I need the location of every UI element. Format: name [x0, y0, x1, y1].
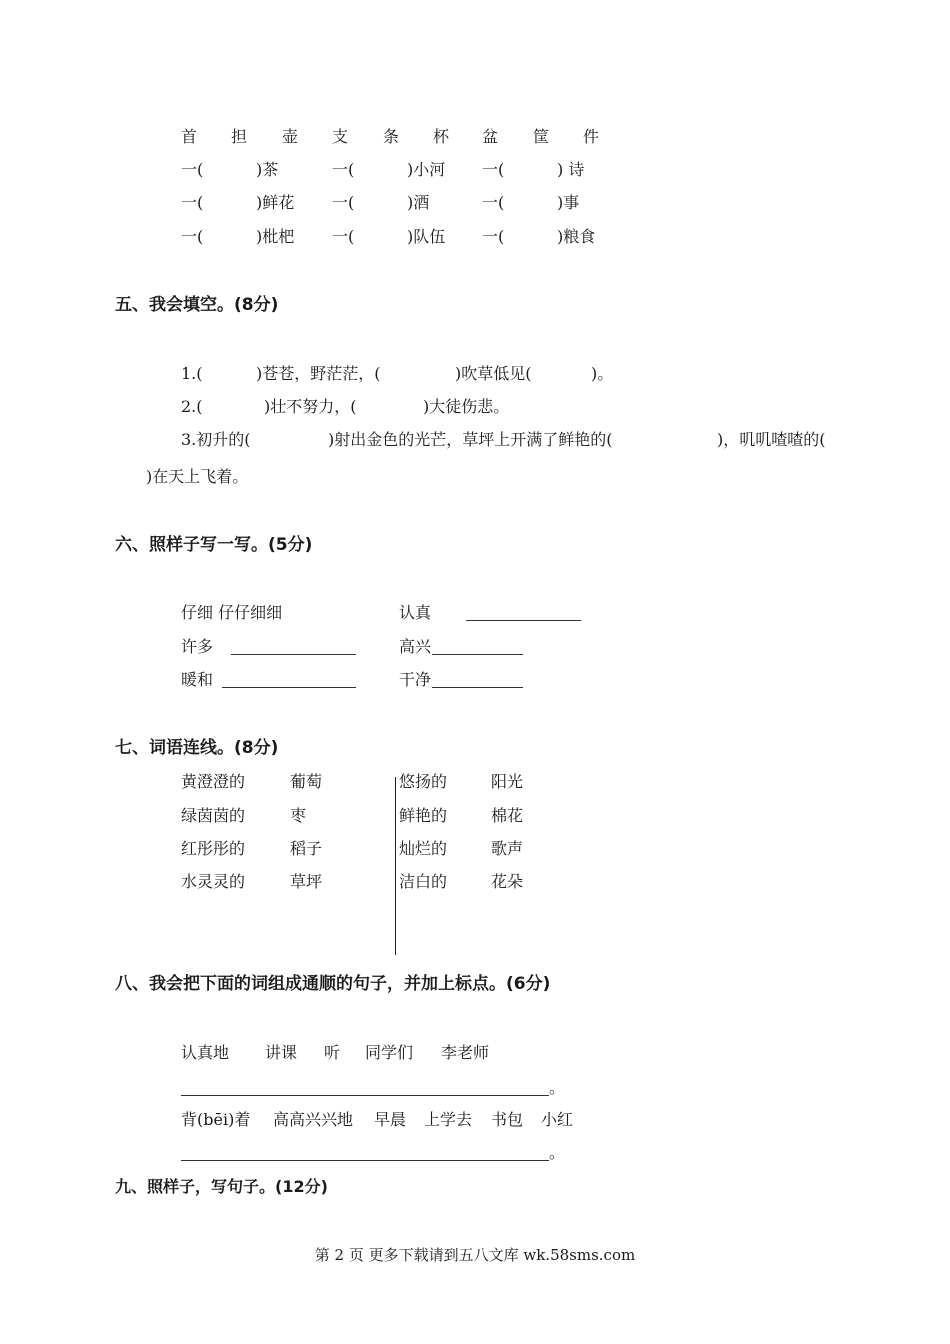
section-7-heading: 七、词语连线。(8分)	[115, 738, 279, 758]
match-word[interactable]: 洁白的	[399, 872, 448, 891]
match-word[interactable]: 灿烂的	[399, 839, 448, 858]
word-chip: 小红	[541, 1110, 574, 1129]
answer-line[interactable]	[466, 620, 581, 621]
sentence-answer-line[interactable]	[181, 1095, 549, 1096]
match-word[interactable]: 红彤彤的	[181, 839, 246, 858]
measure-word: 壶	[282, 127, 299, 146]
measure-word: 件	[583, 127, 600, 146]
blank-suffix[interactable]: )酒	[407, 193, 430, 212]
blank-prefix: 一(	[181, 160, 204, 179]
end-mark: 。	[549, 1143, 566, 1162]
end-mark: 。	[549, 1078, 566, 1097]
word-chip: 讲课	[265, 1043, 298, 1062]
measure-word: 支	[332, 127, 349, 146]
word-item: 干净	[399, 670, 432, 689]
answer-line[interactable]	[432, 654, 523, 655]
measure-word: 担	[231, 127, 248, 146]
match-word[interactable]: 水灵灵的	[181, 872, 246, 891]
section-8-heading: 八、我会把下面的词组成通顺的句子，并加上标点。(6分)	[115, 974, 551, 994]
word-chip: 听	[324, 1043, 341, 1062]
match-word[interactable]: 阳光	[491, 772, 524, 791]
blank-suffix[interactable]: ) 诗	[557, 160, 585, 179]
word-chip: 背(bēi)着	[181, 1110, 251, 1129]
match-word[interactable]: 悠扬的	[399, 772, 448, 791]
match-word[interactable]: 鲜艳的	[399, 806, 448, 825]
blank-suffix[interactable]: )事	[557, 193, 580, 212]
match-word[interactable]: 绿茵茵的	[181, 806, 246, 825]
word-chip: 同学们	[365, 1043, 414, 1062]
word-item: 高兴	[399, 637, 432, 656]
word-item: 认真	[399, 603, 432, 622]
word-chip: 书包	[491, 1110, 524, 1129]
blank-suffix[interactable]: )枇杷	[256, 227, 295, 246]
blank-prefix: 一(	[332, 160, 355, 179]
blank-prefix: 一(	[181, 193, 204, 212]
word-chip: 高高兴兴地	[273, 1110, 354, 1129]
word-item: 暖和	[181, 670, 214, 689]
blank-prefix: 一(	[482, 193, 505, 212]
blank-prefix: 一(	[181, 227, 204, 246]
section-5-heading: 五、我会填空。(8分)	[115, 295, 279, 315]
blank-suffix[interactable]: )茶	[256, 160, 279, 179]
section-6-heading: 六、照样子写一写。(5分)	[115, 535, 313, 555]
blank-prefix: 一(	[332, 193, 355, 212]
match-word[interactable]: 黄澄澄的	[181, 772, 246, 791]
page-footer: 第 2 页 更多下载请到五八文库 wk.58sms.com	[314, 1246, 636, 1264]
match-word[interactable]: 稻子	[290, 839, 323, 858]
blank-prefix: 一(	[332, 227, 355, 246]
blank-prefix: 一(	[482, 160, 505, 179]
measure-word: 盆	[482, 127, 499, 146]
blank-prefix: 一(	[482, 227, 505, 246]
measure-word: 筐	[533, 127, 550, 146]
match-word[interactable]: 歌声	[491, 839, 524, 858]
answer-line[interactable]	[222, 687, 356, 688]
match-word[interactable]: 花朵	[491, 872, 524, 891]
word-item: 许多	[181, 637, 214, 656]
example-word: 仔细 仔仔细细	[181, 603, 283, 622]
measure-word: 条	[383, 127, 400, 146]
blank-suffix[interactable]: )小河	[407, 160, 446, 179]
section-9-heading: 九、照样子，写句子。(12分)	[115, 1177, 328, 1196]
match-word[interactable]: 棉花	[491, 806, 524, 825]
word-chip: 早晨	[374, 1110, 407, 1129]
answer-line[interactable]	[432, 687, 523, 688]
match-word[interactable]: 枣	[290, 806, 307, 825]
blank-suffix[interactable]: )粮食	[557, 227, 596, 246]
blank-suffix[interactable]: )鲜花	[256, 193, 295, 212]
measure-word: 首	[181, 127, 198, 146]
match-word[interactable]: 草坪	[290, 872, 323, 891]
blank-suffix[interactable]: )队伍	[407, 227, 446, 246]
word-chip: 上学去	[424, 1110, 473, 1129]
word-chip: 认真地	[181, 1043, 230, 1062]
divider-line	[395, 777, 396, 955]
measure-word: 杯	[433, 127, 450, 146]
word-chip: 李老师	[441, 1043, 490, 1062]
answer-line[interactable]	[231, 654, 356, 655]
sentence-answer-line[interactable]	[181, 1160, 549, 1161]
match-word[interactable]: 葡萄	[290, 772, 323, 791]
